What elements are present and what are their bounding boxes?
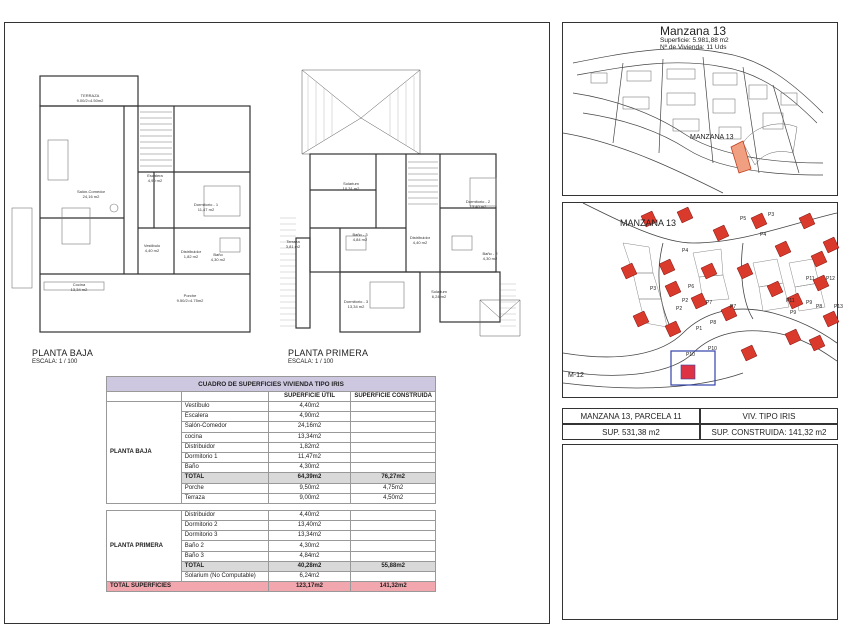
row-name: Dormitorio 1 [181, 452, 268, 462]
row-construida [351, 463, 436, 473]
row-construida [351, 432, 436, 442]
row-construida [351, 541, 436, 551]
roof-marker [633, 311, 649, 327]
row-util: 4,40m2 [268, 402, 351, 412]
section-label: PLANTA PRIMERA [107, 510, 182, 581]
row-construida [351, 551, 436, 561]
planta-primera-section [107, 510, 436, 581]
ground-dormitorio1-label: Dormitorio - 1 11,47 m2 [193, 202, 219, 212]
parcel-label: P9 [806, 300, 813, 306]
parcel-label: P6 [688, 284, 695, 290]
row-name: TOTAL [181, 561, 268, 571]
first-dormitorio2-label: Dormitorio - 2 13,40 m2 [465, 199, 491, 209]
location-superficie: Superficie: 5.981,88 m2 [660, 37, 729, 44]
row-name: Terraza [181, 493, 268, 503]
row-util: 13,34m2 [268, 432, 351, 442]
roof-marker [823, 311, 839, 327]
row-util: 1,82m2 [268, 442, 351, 452]
roof-marker [741, 345, 757, 361]
roof-marker [665, 321, 681, 337]
row-construida [351, 412, 436, 422]
first-solarium-top-label: Solarium 10,31 m2 [342, 181, 360, 191]
parcel-label: P3 [768, 212, 775, 218]
ground-bano-label: Baño 4,30 m2 [210, 252, 226, 262]
roof-marker [809, 335, 825, 351]
grand-total-const: 141,32m2 [351, 582, 436, 592]
roof-marker [677, 207, 693, 223]
tipo-box: VIV. TIPO IRIS [700, 408, 838, 424]
row-util: 13,40m2 [268, 521, 351, 531]
parcel-label: P7 [730, 304, 737, 310]
parcel-label: P1 [696, 326, 703, 332]
ground-floor-plan [4, 68, 274, 338]
row-construida [351, 442, 436, 452]
detail-map-title: MANZANA 13 [620, 218, 677, 228]
detail-map-road: M-12 [568, 372, 584, 379]
location-viviendas: Nº de Vivienda: 11 Uds [660, 44, 727, 51]
row-name: Distribuidor [181, 510, 268, 520]
table-row [107, 402, 436, 412]
row-util: 24,16m2 [268, 422, 351, 432]
row-name: Salón-Comedor [181, 422, 268, 432]
row-name: Porche [181, 483, 268, 493]
first-terraza-label: Terraza 3,81 m2 [285, 239, 301, 249]
ground-cocina-label: Cocina 13,34 m2 [70, 282, 88, 292]
row-util: 64,39m2 [268, 473, 351, 483]
ground-terraza-label: TERRAZA 9.00/2=4.50m2 [76, 93, 104, 103]
parcel-label: P10 [708, 346, 717, 352]
row-util: 9,00m2 [268, 493, 351, 503]
row-construida: 76,27m2 [351, 473, 436, 483]
row-construida [351, 572, 436, 582]
row-name: Baño [181, 463, 268, 473]
roof-marker [823, 237, 839, 253]
parcel-label: P13 [834, 304, 843, 310]
parcel-label: P12 [826, 276, 835, 282]
row-construida [351, 422, 436, 432]
table-title: CUADRO DE SUPERFICIES VIVIENDA TIPO IRIS [107, 377, 436, 392]
roof-marker [691, 293, 707, 309]
row-util: 6,24m2 [268, 572, 351, 582]
ground-distribuidor-label: Distribuidor 1,82 m2 [180, 249, 202, 259]
row-name: Solarium (No Computable) [181, 572, 268, 582]
row-util: 13,34m2 [268, 531, 351, 541]
row-name: Baño 2 [181, 541, 268, 551]
parcel-label: P11 [786, 298, 795, 304]
row-name: Baño 3 [181, 551, 268, 561]
grand-total-name: TOTAL SUPERFICIES [107, 582, 269, 592]
parcel-label: P8 [816, 304, 823, 310]
row-construida [351, 402, 436, 412]
parcel-label: P4 [760, 232, 767, 238]
ground-floor-title: PLANTA BAJA [32, 348, 94, 358]
ground-porche-label: Porche 9.50/2=4.75m2 [176, 293, 204, 303]
sup-box: SUP. 531,38 m2 [562, 424, 700, 440]
row-util: 11,47m2 [268, 452, 351, 462]
first-solarium-label: Solarium 6,24 m2 [431, 289, 447, 299]
roof-markers [621, 207, 839, 361]
sup-construida-box: SUP. CONSTRUIDA: 141,32 m2 [700, 424, 838, 440]
grand-total-row [107, 582, 436, 592]
row-util: 4,30m2 [268, 541, 351, 551]
row-name: Dormitorio 2 [181, 521, 268, 531]
table-row [107, 510, 436, 520]
row-name: Escalera [181, 412, 268, 422]
roof-marker [775, 241, 791, 257]
row-name: Dormitorio 3 [181, 531, 268, 541]
ground-salon-label: Salón-Comedor 24,16 m2 [76, 189, 105, 199]
col-util-header: SUPERFICIE ÚTIL [268, 392, 351, 402]
row-construida: 55,88m2 [351, 561, 436, 571]
parcel-label: P4 [682, 248, 689, 254]
row-util: 4,40m2 [268, 510, 351, 520]
detail-map [563, 203, 837, 397]
col-construida-header: SUPERFICIE CONSTRUIDA [351, 392, 436, 402]
first-distribuidor-label: Distribuidor 4,40 m2 [409, 235, 431, 245]
blank-frame [562, 444, 838, 620]
first-floor-title: PLANTA PRIMERA [288, 348, 369, 358]
row-construida: 4,75m2 [351, 483, 436, 493]
location-title: Manzana 13 [660, 24, 727, 38]
ground-floor-scale: ESCALA: 1 / 100 [32, 359, 78, 365]
roof-marker [621, 263, 637, 279]
row-util: 4,90m2 [268, 412, 351, 422]
row-name: Vestíbulo [181, 402, 268, 412]
row-construida [351, 531, 436, 541]
row-construida: 4,50m2 [351, 493, 436, 503]
row-name: TOTAL [181, 473, 268, 483]
grand-total-util: 123,17m2 [268, 582, 351, 592]
first-bano2-label: Baño - 2 4,30 m2 [482, 251, 498, 261]
parcel-label: P8 [710, 320, 717, 326]
parcel-label: P2 [676, 306, 683, 312]
roof-marker [737, 263, 753, 279]
row-construida [351, 452, 436, 462]
roof-marker [811, 251, 827, 267]
roof-marker [785, 329, 801, 345]
parcel-label: P9 [790, 310, 797, 316]
ground-vestibulo-label: Vestibulo 4,40 m2 [143, 243, 161, 253]
roof-marker [665, 281, 681, 297]
row-util: 4,84m2 [268, 551, 351, 561]
row-util: 40,28m2 [268, 561, 351, 571]
first-dormitorio3-label: Dormitorio - 3 13,34 m2 [343, 299, 369, 309]
parcel-label: P2 [682, 298, 689, 304]
parcel-label: P10 [686, 352, 695, 358]
row-name: Distribuidor [181, 442, 268, 452]
ground-escalera-label: Escalera 4,90 m2 [147, 173, 163, 183]
roof-marker [713, 225, 729, 241]
parcel-label: P11 [806, 276, 815, 282]
row-util: 4,30m2 [268, 463, 351, 473]
surface-table [106, 376, 436, 592]
planta-baja-section [107, 402, 436, 504]
parcel-label: P3 [650, 286, 657, 292]
parcel-label: P7 [706, 300, 713, 306]
location-map-label: MANZANA 13 [690, 134, 734, 141]
first-floor-scale: ESCALA: 1 / 100 [288, 359, 334, 365]
roof-marker [751, 213, 767, 229]
row-name: cocina [181, 432, 268, 442]
row-util: 9,50m2 [268, 483, 351, 493]
roof-marker [659, 259, 675, 275]
row-construida [351, 521, 436, 531]
roof-marker [799, 213, 815, 229]
parcela-box: MANZANA 13, PARCELA 11 [562, 408, 700, 424]
first-bano3-label: Baño - 3 4,84 m2 [352, 232, 368, 242]
parcel-label: P5 [740, 216, 747, 222]
row-construida [351, 510, 436, 520]
section-label: PLANTA BAJA [107, 402, 182, 504]
